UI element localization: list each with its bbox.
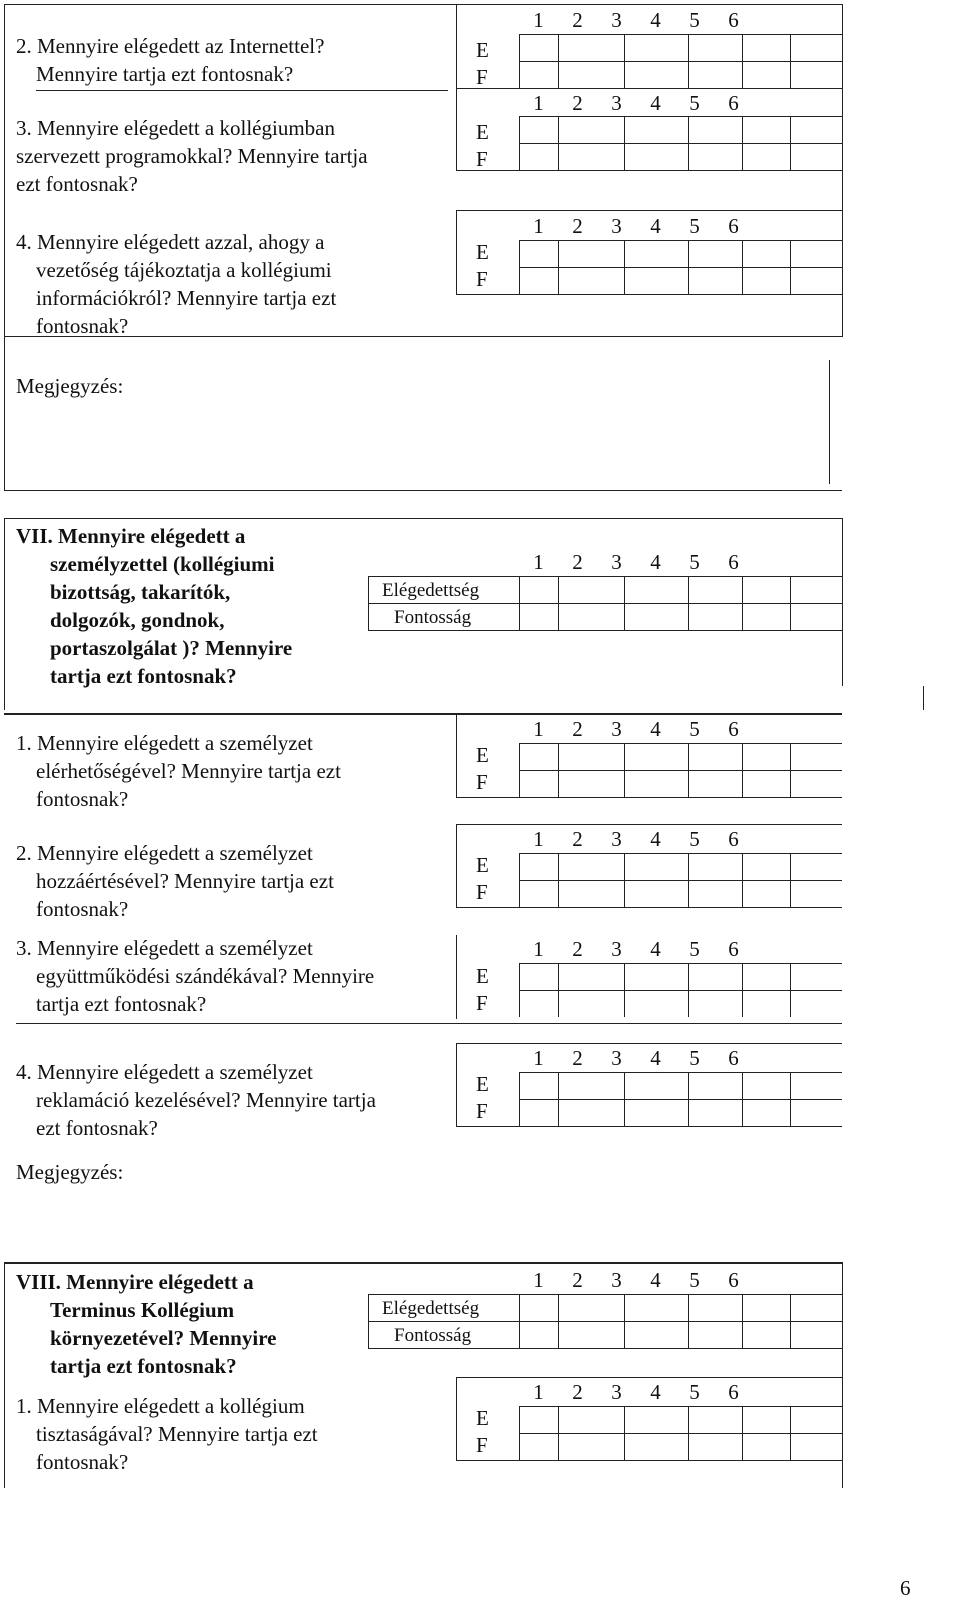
grid-line (624, 1294, 625, 1348)
question-2-line-2: Mennyire tartja ezt fontosnak? (36, 62, 294, 86)
importance-label: Fontosság (394, 1325, 472, 1346)
border-mark (923, 686, 924, 710)
grid-line (742, 240, 743, 294)
grid-line (519, 963, 520, 1017)
grid-line (624, 116, 625, 170)
grid-line (519, 880, 842, 881)
scale-1-6 (519, 716, 753, 742)
vii-question-1-line-3: fontosnak? (36, 787, 129, 811)
grid-line (456, 88, 842, 89)
scale-6: 6 (728, 717, 739, 741)
scale-1: 1 (533, 214, 544, 238)
section-vii-heading-3: bizottság, takarítók, (50, 580, 231, 604)
grid-line (519, 770, 842, 771)
grid-line (456, 935, 457, 1019)
section-vii-heading-6: tartja ezt fontosnak? (50, 664, 237, 688)
grid-line (790, 853, 791, 907)
question-2-line-1: 2. Mennyire elégedett az Internettel? (16, 34, 325, 58)
grid-line (456, 4, 842, 5)
scale-5: 5 (689, 8, 700, 32)
vii-question-1-line-1: 1. Mennyire elégedett a személyzet (16, 731, 313, 755)
scale-6: 6 (728, 8, 739, 32)
grid-line (456, 713, 457, 797)
grid-line (519, 267, 842, 268)
scale-2: 2 (572, 550, 583, 574)
question-4-line-1: 4. Mennyire elégedett azzal, ahogy a (16, 230, 325, 254)
grid-line (558, 116, 559, 170)
grid-line (688, 1294, 689, 1348)
grid-line (558, 576, 559, 630)
scale-1: 1 (533, 8, 544, 32)
scale-1-6 (519, 1379, 753, 1405)
grid-line (519, 603, 842, 604)
grid-line (688, 576, 689, 630)
scale-1-6 (519, 936, 753, 962)
scale-1-6 (519, 1267, 753, 1293)
grid-line (558, 743, 559, 797)
scale-5: 5 (689, 717, 700, 741)
scale-2: 2 (572, 827, 583, 851)
vii-question-4-line-3: ezt fontosnak? (36, 1116, 158, 1140)
scale-2: 2 (572, 1268, 583, 1292)
scale-1: 1 (533, 1380, 544, 1404)
grid-line (742, 1406, 743, 1460)
border-line (4, 490, 842, 491)
e-label: E (476, 38, 489, 62)
grid-line (519, 34, 842, 35)
scale-1: 1 (533, 91, 544, 115)
grid-line (456, 88, 457, 170)
e-label: E (476, 1072, 489, 1096)
scale-6: 6 (728, 214, 739, 238)
f-label: F (476, 147, 488, 171)
grid-line (558, 1406, 559, 1460)
border-right (842, 518, 843, 686)
e-label: E (476, 1406, 489, 1430)
scale-2: 2 (572, 937, 583, 961)
scale-1: 1 (533, 827, 544, 851)
grid-line (519, 576, 520, 630)
scale-1: 1 (533, 1268, 544, 1292)
grid-line (456, 1377, 842, 1378)
grid-line (742, 116, 743, 170)
question-4-line-3: információkról? Mennyire tartja ezt (36, 286, 337, 310)
border-right (829, 360, 830, 484)
grid-line (519, 1072, 520, 1126)
scale-5: 5 (689, 1380, 700, 1404)
grid-line (742, 1294, 743, 1348)
grid-line (456, 824, 457, 908)
grid-line (790, 1294, 791, 1348)
scale-4: 4 (650, 1380, 661, 1404)
scale-6: 6 (728, 91, 739, 115)
grid-line (742, 1072, 743, 1126)
scale-3: 3 (611, 937, 622, 961)
grid-line (558, 853, 559, 907)
importance-label: Fontosság (394, 607, 472, 628)
scale-6: 6 (728, 937, 739, 961)
scale-2: 2 (572, 8, 583, 32)
scale-4: 4 (650, 827, 661, 851)
grid-line (519, 1072, 842, 1073)
grid-line (790, 1406, 791, 1460)
grid-line (519, 1294, 842, 1295)
grid-line (624, 34, 625, 88)
border-right (842, 1262, 843, 1488)
grid-line (519, 630, 842, 631)
border-right (842, 4, 843, 337)
grid-line (519, 853, 842, 854)
scale-1-6 (519, 826, 753, 852)
e-label: E (476, 743, 489, 767)
grid-line (456, 824, 842, 825)
scale-4: 4 (650, 550, 661, 574)
grid-line (519, 963, 842, 964)
f-label: F (476, 880, 488, 904)
scale-3: 3 (611, 717, 622, 741)
scale-1: 1 (533, 717, 544, 741)
grid-line (790, 1072, 791, 1126)
scale-5: 5 (689, 1046, 700, 1070)
scale-3: 3 (611, 8, 622, 32)
grid-line (519, 116, 842, 117)
scale-3: 3 (611, 1380, 622, 1404)
scale-1-6 (519, 1045, 753, 1071)
vii-question-3-line-1: 3. Mennyire elégedett a személyzet (16, 936, 313, 960)
border-left (4, 1262, 5, 1488)
grid-line (519, 576, 842, 577)
vii-question-3-line-3: tartja ezt fontosnak? (36, 992, 207, 1016)
scale-4: 4 (650, 717, 661, 741)
scale-3: 3 (611, 550, 622, 574)
f-label: F (476, 1433, 488, 1457)
vii-question-2-line-2: hozzáértésével? Mennyire tartja ezt (36, 869, 334, 893)
grid-line (16, 1023, 842, 1024)
grid-line (790, 34, 791, 88)
grid-line (742, 743, 743, 797)
section-viii-heading-3: környezetével? Mennyire (50, 1326, 277, 1350)
grid-line (456, 210, 457, 294)
grid-line (519, 1321, 842, 1322)
scale-4: 4 (650, 1046, 661, 1070)
note-label: Megjegyzés: (16, 374, 124, 398)
vii-question-4-line-2: reklamáció kezelésével? Mennyire tartja (36, 1088, 376, 1112)
grid-line (519, 240, 842, 241)
grid-line (519, 1406, 520, 1460)
scale-1-6 (519, 90, 753, 116)
question-3-line-1: 3. Mennyire elégedett a kollégiumban (16, 116, 335, 140)
grid-line (519, 240, 520, 294)
border-top (4, 518, 842, 519)
grid-line (519, 34, 520, 88)
grid-line (742, 34, 743, 88)
scale-5: 5 (689, 91, 700, 115)
grid-line (688, 116, 689, 170)
viii-question-1-line-1: 1. Mennyire elégedett a kollégium (16, 1394, 305, 1418)
grid-line (519, 143, 842, 144)
grid-line (519, 853, 520, 907)
scale-4: 4 (650, 8, 661, 32)
scale-1: 1 (533, 1046, 544, 1070)
grid-line (624, 1072, 625, 1126)
scale-4: 4 (650, 214, 661, 238)
e-label: E (476, 120, 489, 144)
e-label: E (476, 964, 489, 988)
scale-5: 5 (689, 550, 700, 574)
scale-1-6 (519, 549, 753, 575)
f-label: F (476, 991, 488, 1015)
grid-line (790, 743, 791, 797)
grid-line (558, 1072, 559, 1126)
note-label: Megjegyzés: (16, 1160, 124, 1184)
scale-2: 2 (572, 91, 583, 115)
scale-2: 2 (572, 717, 583, 741)
scale-6: 6 (728, 550, 739, 574)
section-vii-heading-1: VII. Mennyire elégedett a (16, 524, 246, 548)
scale-5: 5 (689, 1268, 700, 1292)
section-viii-heading-1: VIII. Mennyire elégedett a (16, 1270, 254, 1294)
grid-line (558, 240, 559, 294)
scale-6: 6 (728, 827, 739, 851)
border-left (4, 4, 5, 337)
section-vii-heading-5: portaszolgálat )? Mennyire (50, 636, 293, 660)
grid-line (688, 853, 689, 907)
grid-line (624, 576, 625, 630)
grid-line (456, 1377, 457, 1461)
border-line (4, 713, 842, 715)
border-line (4, 336, 842, 337)
scale-1-6 (519, 7, 753, 33)
grid-line (624, 240, 625, 294)
border-left (4, 337, 5, 491)
viii-question-1-line-3: fontosnak? (36, 1450, 129, 1474)
grid-line (624, 1406, 625, 1460)
grid-line (742, 853, 743, 907)
vii-question-4-line-1: 4. Mennyire elégedett a személyzet (16, 1060, 313, 1084)
grid-line (790, 240, 791, 294)
grid-line (624, 853, 625, 907)
vii-question-1-line-2: elérhetőségével? Mennyire tartja ezt (36, 759, 341, 783)
grid-line (456, 170, 842, 171)
scale-1-6 (519, 213, 753, 239)
scale-5: 5 (689, 214, 700, 238)
scale-6: 6 (728, 1046, 739, 1070)
f-label: F (476, 770, 488, 794)
scale-1: 1 (533, 550, 544, 574)
grid-line (790, 116, 791, 170)
grid-line (688, 1072, 689, 1126)
border-top (4, 4, 456, 5)
vii-question-2-line-3: fontosnak? (36, 897, 129, 921)
scale-2: 2 (572, 214, 583, 238)
scale-6: 6 (728, 1380, 739, 1404)
question-4-line-4: fontosnak? (36, 314, 129, 338)
grid-line (624, 963, 625, 1017)
grid-line (456, 907, 842, 908)
scale-4: 4 (650, 937, 661, 961)
scale-2: 2 (572, 1380, 583, 1404)
scale-5: 5 (689, 937, 700, 961)
grid-line (624, 743, 625, 797)
grid-line (456, 294, 842, 295)
grid-line (456, 1043, 457, 1127)
grid-line (742, 576, 743, 630)
f-label: F (476, 267, 488, 291)
section-viii-heading-2: Terminus Kollégium (50, 1298, 235, 1322)
grid-line (519, 743, 520, 797)
grid-line (519, 1406, 842, 1407)
satisfaction-label: Elégedettség (382, 580, 480, 601)
grid-line (558, 34, 559, 88)
grid-line (456, 1043, 842, 1044)
scale-2: 2 (572, 1046, 583, 1070)
grid-line (790, 576, 791, 630)
question-3-line-2: szervezett programokkal? Mennyire tartja (16, 144, 368, 168)
grid-line (519, 61, 842, 62)
f-label: F (476, 1099, 488, 1123)
question-3-line-3: ezt fontosnak? (16, 172, 138, 196)
vii-question-3-line-2: együttműködési szándékával? Mennyire (36, 964, 375, 988)
section-viii-heading-4: tartja ezt fontosnak? (50, 1354, 237, 1378)
grid-line (688, 743, 689, 797)
grid-line (519, 743, 842, 744)
scale-3: 3 (611, 91, 622, 115)
e-label: E (476, 240, 489, 264)
grid-line (558, 963, 559, 1017)
scale-3: 3 (611, 1046, 622, 1070)
grid-line (456, 1126, 842, 1127)
scale-5: 5 (689, 827, 700, 851)
grid-line (519, 116, 520, 170)
viii-question-1-line-2: tisztaságával? Mennyire tartja ezt (36, 1422, 318, 1446)
grid-line (456, 797, 842, 798)
grid-line (688, 34, 689, 88)
scale-1: 1 (533, 937, 544, 961)
grid-line (519, 990, 842, 991)
satisfaction-label: Elégedettség (382, 1298, 480, 1319)
f-label: F (476, 65, 488, 89)
border-top (4, 1262, 842, 1264)
vii-question-2-line-1: 2. Mennyire elégedett a személyzet (16, 841, 313, 865)
grid-line (519, 1433, 842, 1434)
section-vii-heading-2: személyzettel (kollégiumi (50, 552, 275, 576)
scale-6: 6 (728, 1268, 739, 1292)
grid-line (688, 240, 689, 294)
grid-line (519, 1099, 842, 1100)
grid-line (688, 1406, 689, 1460)
grid-line (519, 1294, 520, 1348)
divider (36, 90, 448, 91)
question-4-line-2: vezetőség tájékoztatja a kollégiumi (36, 258, 332, 282)
grid-line (790, 963, 791, 1017)
grid-line (519, 1348, 842, 1349)
grid-line (456, 210, 842, 211)
grid-line (558, 1294, 559, 1348)
border-mark (4, 686, 5, 710)
border-left (4, 518, 5, 686)
scale-3: 3 (611, 214, 622, 238)
scale-3: 3 (611, 1268, 622, 1292)
grid-line (456, 1460, 842, 1461)
e-label: E (476, 853, 489, 877)
grid-line (456, 4, 457, 88)
section-vii-heading-4: dolgozók, gondnok, (50, 608, 225, 632)
grid-line (688, 963, 689, 1017)
scale-3: 3 (611, 827, 622, 851)
grid-line (742, 963, 743, 1017)
scale-4: 4 (650, 1268, 661, 1292)
scale-4: 4 (650, 91, 661, 115)
page-number: 6 (900, 1576, 911, 1600)
